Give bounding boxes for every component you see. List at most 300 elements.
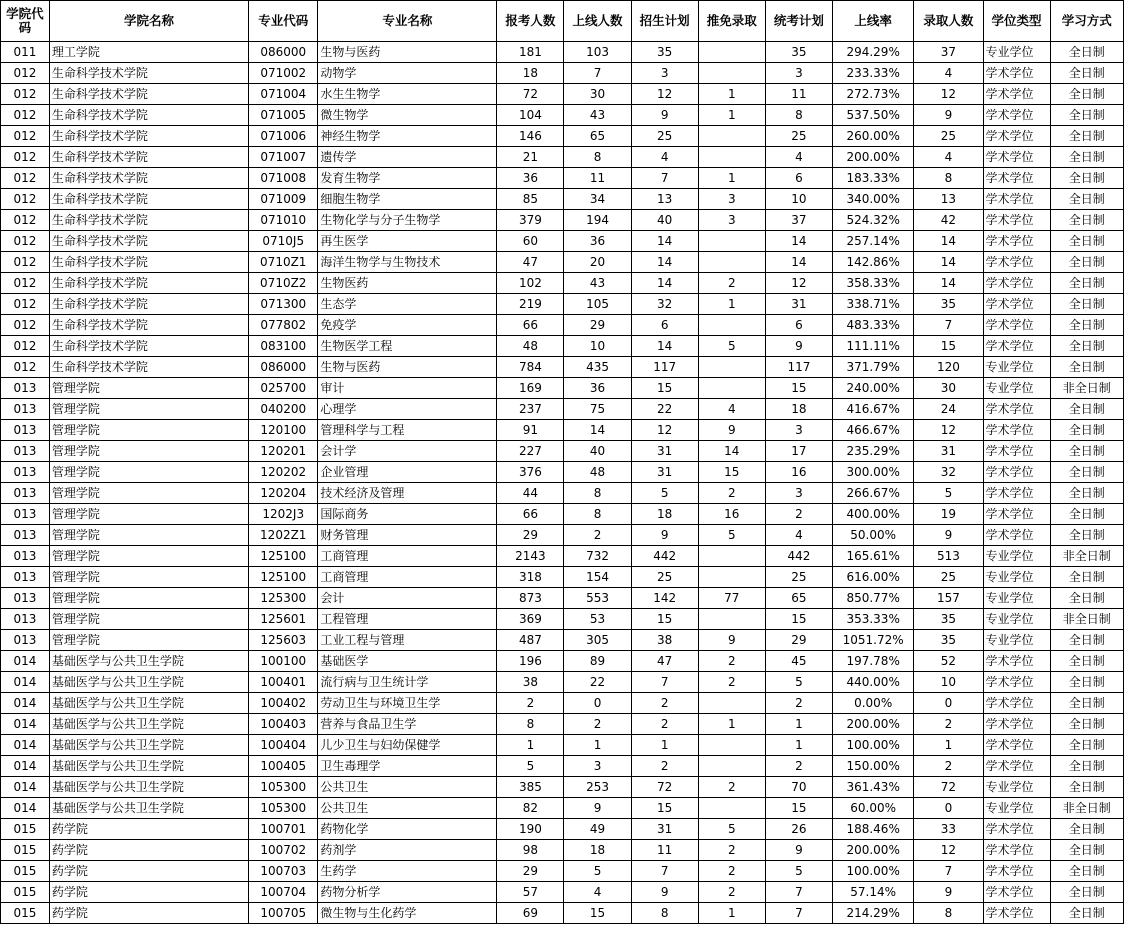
major-code-cell: 071008 — [249, 168, 318, 189]
college-name-cell: 生命科学技术学院 — [49, 189, 248, 210]
table-row — [1, 609, 1124, 630]
college-name-cell: 管理学院 — [49, 609, 248, 630]
admitted-cell: 10 — [914, 672, 983, 693]
college-code-cell: 014 — [1, 756, 50, 777]
degree-type-cell: 专业学位 — [983, 588, 1050, 609]
passed-cell: 2 — [564, 714, 631, 735]
degree-type-cell: 学术学位 — [983, 231, 1050, 252]
enrollment-plan-cell: 11 — [631, 840, 698, 861]
college-name-cell: 药学院 — [49, 903, 248, 924]
applicants-cell: 91 — [497, 420, 564, 441]
degree-type-cell: 学术学位 — [983, 693, 1050, 714]
recommended-cell — [698, 735, 765, 756]
applicants-cell: 1 — [497, 735, 564, 756]
major-name-cell: 发育生物学 — [318, 168, 497, 189]
degree-type-cell: 学术学位 — [983, 735, 1050, 756]
pass-rate-cell: 266.67% — [832, 483, 913, 504]
college-code-cell: 012 — [1, 63, 50, 84]
enrollment-plan-cell: 9 — [631, 882, 698, 903]
college-code-cell: 012 — [1, 168, 50, 189]
applicants-cell: 487 — [497, 630, 564, 651]
applicants-cell: 237 — [497, 399, 564, 420]
admitted-cell: 24 — [914, 399, 983, 420]
study-mode-cell: 非全日制 — [1050, 378, 1123, 399]
study-mode-cell: 全日制 — [1050, 399, 1123, 420]
college-code-cell: 012 — [1, 126, 50, 147]
table-row — [1, 819, 1124, 840]
college-code-cell: 015 — [1, 861, 50, 882]
major-code-cell: 086000 — [249, 42, 318, 63]
admitted-cell: 9 — [914, 525, 983, 546]
enrollment-plan-cell: 7 — [631, 672, 698, 693]
college-name-header: 学院名称 — [49, 1, 248, 42]
passed-cell: 435 — [564, 357, 631, 378]
pass-rate-cell: 400.00% — [832, 504, 913, 525]
major-name-cell: 审计 — [318, 378, 497, 399]
pass-rate-cell: 200.00% — [832, 714, 913, 735]
major-name-cell: 生态学 — [318, 294, 497, 315]
table-row — [1, 546, 1124, 567]
exam-plan-cell: 15 — [765, 609, 832, 630]
admitted-cell: 42 — [914, 210, 983, 231]
applicants-cell: 181 — [497, 42, 564, 63]
study-mode-cell: 全日制 — [1050, 147, 1123, 168]
college-name-cell: 生命科学技术学院 — [49, 84, 248, 105]
admitted-cell: 35 — [914, 609, 983, 630]
college-code-cell: 012 — [1, 105, 50, 126]
enrollment-plan-cell: 18 — [631, 504, 698, 525]
degree-type-cell: 专业学位 — [983, 630, 1050, 651]
major-name-cell: 会计学 — [318, 441, 497, 462]
admitted-cell: 1 — [914, 735, 983, 756]
pass-rate-cell: 233.33% — [832, 63, 913, 84]
pass-rate-cell: 50.00% — [832, 525, 913, 546]
enrollment-plan-cell: 9 — [631, 525, 698, 546]
major-name-cell: 微生物与生化药学 — [318, 903, 497, 924]
major-name-cell: 公共卫生 — [318, 777, 497, 798]
college-code-cell: 013 — [1, 420, 50, 441]
degree-type-cell: 学术学位 — [983, 399, 1050, 420]
pass-rate-cell: 100.00% — [832, 735, 913, 756]
header-row — [1, 1, 1124, 42]
college-name-cell: 管理学院 — [49, 588, 248, 609]
admitted-cell: 32 — [914, 462, 983, 483]
exam-plan-cell: 442 — [765, 546, 832, 567]
admitted-cell: 12 — [914, 840, 983, 861]
degree-type-cell: 学术学位 — [983, 840, 1050, 861]
college-code-cell: 013 — [1, 609, 50, 630]
exam-plan-cell: 25 — [765, 126, 832, 147]
recommended-cell: 16 — [698, 504, 765, 525]
major-code-cell: 071004 — [249, 84, 318, 105]
recommended-cell — [698, 252, 765, 273]
applicants-cell: 2 — [497, 693, 564, 714]
recommended-cell: 77 — [698, 588, 765, 609]
pass-rate-cell: 214.29% — [832, 903, 913, 924]
exam-plan-cell: 15 — [765, 798, 832, 819]
exam-plan-cell: 37 — [765, 210, 832, 231]
passed-cell: 34 — [564, 189, 631, 210]
degree-type-header: 学位类型 — [983, 1, 1050, 42]
college-name-cell: 基础医学与公共卫生学院 — [49, 651, 248, 672]
college-code-cell: 012 — [1, 336, 50, 357]
major-code-cell: 071009 — [249, 189, 318, 210]
recommended-cell: 1 — [698, 903, 765, 924]
recommended-cell: 2 — [698, 651, 765, 672]
recommended-cell — [698, 42, 765, 63]
pass-rate-cell: 150.00% — [832, 756, 913, 777]
exam-plan-cell: 18 — [765, 399, 832, 420]
pass-rate-cell: 165.61% — [832, 546, 913, 567]
major-code-cell: 0710Z2 — [249, 273, 318, 294]
admitted-cell: 12 — [914, 420, 983, 441]
major-name-cell: 工商管理 — [318, 567, 497, 588]
degree-type-cell: 学术学位 — [983, 126, 1050, 147]
exam-plan-cell: 45 — [765, 651, 832, 672]
college-name-cell: 理工学院 — [49, 42, 248, 63]
recommended-cell: 5 — [698, 819, 765, 840]
table-row — [1, 294, 1124, 315]
pass-rate-cell: 235.29% — [832, 441, 913, 462]
table-row — [1, 588, 1124, 609]
recommended-cell: 9 — [698, 630, 765, 651]
college-code-cell: 012 — [1, 315, 50, 336]
degree-type-cell: 学术学位 — [983, 315, 1050, 336]
admitted-cell: 9 — [914, 105, 983, 126]
applicants-cell: 227 — [497, 441, 564, 462]
degree-type-cell: 学术学位 — [983, 84, 1050, 105]
major-name-cell: 工业工程与管理 — [318, 630, 497, 651]
study-mode-cell: 全日制 — [1050, 525, 1123, 546]
table-row — [1, 336, 1124, 357]
major-name-cell: 生物化学与分子生物学 — [318, 210, 497, 231]
college-code-cell: 012 — [1, 252, 50, 273]
applicants-cell: 85 — [497, 189, 564, 210]
college-name-cell: 管理学院 — [49, 378, 248, 399]
passed-cell: 8 — [564, 504, 631, 525]
exam-plan-cell: 3 — [765, 483, 832, 504]
recommended-cell — [698, 315, 765, 336]
pass-rate-cell: 142.86% — [832, 252, 913, 273]
passed-cell: 7 — [564, 63, 631, 84]
major-code-cell: 120201 — [249, 441, 318, 462]
major-code-cell: 100702 — [249, 840, 318, 861]
major-name-cell: 再生医学 — [318, 231, 497, 252]
applicants-cell: 369 — [497, 609, 564, 630]
degree-type-cell: 专业学位 — [983, 567, 1050, 588]
recommended-cell: 2 — [698, 672, 765, 693]
degree-type-cell: 学术学位 — [983, 462, 1050, 483]
table-row — [1, 504, 1124, 525]
passed-cell: 30 — [564, 84, 631, 105]
enrollment-plan-cell: 117 — [631, 357, 698, 378]
applicants-cell: 29 — [497, 861, 564, 882]
table-row — [1, 840, 1124, 861]
major-name-cell: 营养与食品卫生学 — [318, 714, 497, 735]
degree-type-cell: 专业学位 — [983, 378, 1050, 399]
admitted-cell: 2 — [914, 714, 983, 735]
major-name-cell: 管理科学与工程 — [318, 420, 497, 441]
college-name-cell: 基础医学与公共卫生学院 — [49, 714, 248, 735]
major-name-cell: 动物学 — [318, 63, 497, 84]
college-code-cell: 012 — [1, 357, 50, 378]
college-code-cell: 015 — [1, 840, 50, 861]
recommended-cell: 2 — [698, 861, 765, 882]
exam-plan-cell: 2 — [765, 756, 832, 777]
recommended-header: 推免录取 — [698, 1, 765, 42]
passed-cell: 194 — [564, 210, 631, 231]
major-code-cell: 1202Z1 — [249, 525, 318, 546]
pass-rate-cell: 257.14% — [832, 231, 913, 252]
recommended-cell: 1 — [698, 294, 765, 315]
degree-type-cell: 学术学位 — [983, 189, 1050, 210]
passed-cell: 48 — [564, 462, 631, 483]
pass-rate-cell: 200.00% — [832, 840, 913, 861]
pass-rate-cell: 416.67% — [832, 399, 913, 420]
pass-rate-cell: 260.00% — [832, 126, 913, 147]
admitted-cell: 15 — [914, 336, 983, 357]
admitted-cell: 30 — [914, 378, 983, 399]
admitted-cell: 12 — [914, 84, 983, 105]
passed-cell: 8 — [564, 483, 631, 504]
exam-plan-cell: 3 — [765, 420, 832, 441]
major-code-cell: 071010 — [249, 210, 318, 231]
major-code-cell: 071007 — [249, 147, 318, 168]
admitted-cell: 157 — [914, 588, 983, 609]
exam-plan-cell: 5 — [765, 672, 832, 693]
exam-plan-cell: 14 — [765, 231, 832, 252]
exam-plan-cell: 117 — [765, 357, 832, 378]
table-row — [1, 357, 1124, 378]
major-name-cell: 财务管理 — [318, 525, 497, 546]
exam-plan-cell: 31 — [765, 294, 832, 315]
degree-type-cell: 专业学位 — [983, 42, 1050, 63]
study-mode-header: 学习方式 — [1050, 1, 1123, 42]
passed-cell: 75 — [564, 399, 631, 420]
major-name-cell: 企业管理 — [318, 462, 497, 483]
major-code-cell: 120100 — [249, 420, 318, 441]
major-code-cell: 125100 — [249, 567, 318, 588]
pass-rate-cell: 440.00% — [832, 672, 913, 693]
table-row — [1, 672, 1124, 693]
recommended-cell: 5 — [698, 525, 765, 546]
table-row — [1, 315, 1124, 336]
applicants-cell: 36 — [497, 168, 564, 189]
study-mode-cell: 全日制 — [1050, 441, 1123, 462]
study-mode-cell: 全日制 — [1050, 231, 1123, 252]
study-mode-cell: 全日制 — [1050, 420, 1123, 441]
applicants-cell: 57 — [497, 882, 564, 903]
passed-cell: 0 — [564, 693, 631, 714]
exam-plan-cell: 11 — [765, 84, 832, 105]
college-code-cell: 014 — [1, 735, 50, 756]
recommended-cell — [698, 378, 765, 399]
recommended-cell — [698, 609, 765, 630]
study-mode-cell: 全日制 — [1050, 651, 1123, 672]
college-name-cell: 生命科学技术学院 — [49, 231, 248, 252]
college-name-cell: 生命科学技术学院 — [49, 336, 248, 357]
admitted-cell: 8 — [914, 903, 983, 924]
college-name-cell: 生命科学技术学院 — [49, 210, 248, 231]
degree-type-cell: 专业学位 — [983, 777, 1050, 798]
admitted-cell: 8 — [914, 168, 983, 189]
pass-rate-cell: 353.33% — [832, 609, 913, 630]
enrollment-plan-cell: 7 — [631, 861, 698, 882]
applicants-cell: 21 — [497, 147, 564, 168]
college-name-cell: 基础医学与公共卫生学院 — [49, 798, 248, 819]
applicants-cell: 376 — [497, 462, 564, 483]
major-name-header: 专业名称 — [318, 1, 497, 42]
pass-rate-cell: 188.46% — [832, 819, 913, 840]
college-name-cell: 管理学院 — [49, 630, 248, 651]
college-code-cell: 014 — [1, 651, 50, 672]
college-name-cell: 药学院 — [49, 861, 248, 882]
table-row — [1, 525, 1124, 546]
degree-type-cell: 学术学位 — [983, 525, 1050, 546]
admitted-cell: 4 — [914, 63, 983, 84]
pass-rate-cell: 524.32% — [832, 210, 913, 231]
major-code-cell: 071002 — [249, 63, 318, 84]
table-row — [1, 210, 1124, 231]
college-code-cell: 012 — [1, 231, 50, 252]
applicants-cell: 8 — [497, 714, 564, 735]
college-name-cell: 基础医学与公共卫生学院 — [49, 735, 248, 756]
enrollment-plan-header: 招生计划 — [631, 1, 698, 42]
enrollment-plan-cell: 12 — [631, 84, 698, 105]
degree-type-cell: 学术学位 — [983, 105, 1050, 126]
passed-cell: 4 — [564, 882, 631, 903]
enrollment-plan-cell: 25 — [631, 126, 698, 147]
applicants-cell: 104 — [497, 105, 564, 126]
college-name-cell: 生命科学技术学院 — [49, 105, 248, 126]
study-mode-cell: 全日制 — [1050, 567, 1123, 588]
study-mode-cell: 全日制 — [1050, 840, 1123, 861]
enrollment-plan-cell: 14 — [631, 252, 698, 273]
major-name-cell: 技术经济及管理 — [318, 483, 497, 504]
major-code-cell: 105300 — [249, 798, 318, 819]
recommended-cell — [698, 147, 765, 168]
applicants-cell: 29 — [497, 525, 564, 546]
college-name-cell: 生命科学技术学院 — [49, 168, 248, 189]
degree-type-cell: 学术学位 — [983, 63, 1050, 84]
exam-plan-cell: 3 — [765, 63, 832, 84]
enrollment-plan-cell: 1 — [631, 735, 698, 756]
recommended-cell: 3 — [698, 189, 765, 210]
college-name-cell: 管理学院 — [49, 441, 248, 462]
college-code-cell: 014 — [1, 714, 50, 735]
degree-type-cell: 学术学位 — [983, 273, 1050, 294]
major-code-cell: 125603 — [249, 630, 318, 651]
major-code-cell: 0710Z1 — [249, 252, 318, 273]
study-mode-cell: 全日制 — [1050, 336, 1123, 357]
major-code-cell: 083100 — [249, 336, 318, 357]
recommended-cell — [698, 567, 765, 588]
major-name-cell: 生物与医药 — [318, 42, 497, 63]
recommended-cell: 2 — [698, 840, 765, 861]
study-mode-cell: 全日制 — [1050, 252, 1123, 273]
applicants-cell: 44 — [497, 483, 564, 504]
study-mode-cell: 全日制 — [1050, 315, 1123, 336]
table-row — [1, 189, 1124, 210]
exam-plan-cell: 35 — [765, 42, 832, 63]
applicants-cell: 784 — [497, 357, 564, 378]
college-name-cell: 生命科学技术学院 — [49, 147, 248, 168]
major-code-cell: 125601 — [249, 609, 318, 630]
pass-rate-cell: 371.79% — [832, 357, 913, 378]
pass-rate-cell: 100.00% — [832, 861, 913, 882]
college-code-cell: 014 — [1, 798, 50, 819]
major-code-cell: 100704 — [249, 882, 318, 903]
table-row — [1, 693, 1124, 714]
admitted-cell: 0 — [914, 693, 983, 714]
recommended-cell — [698, 546, 765, 567]
table-body — [1, 42, 1124, 924]
passed-cell: 53 — [564, 609, 631, 630]
degree-type-cell: 学术学位 — [983, 882, 1050, 903]
pass-rate-cell: 197.78% — [832, 651, 913, 672]
degree-type-cell: 学术学位 — [983, 651, 1050, 672]
college-code-cell: 013 — [1, 525, 50, 546]
college-name-cell: 生命科学技术学院 — [49, 357, 248, 378]
enrollment-plan-cell: 142 — [631, 588, 698, 609]
passed-cell: 105 — [564, 294, 631, 315]
exam-plan-cell: 2 — [765, 504, 832, 525]
applicants-cell: 5 — [497, 756, 564, 777]
degree-type-cell: 学术学位 — [983, 756, 1050, 777]
college-name-cell: 生命科学技术学院 — [49, 315, 248, 336]
recommended-cell: 1 — [698, 714, 765, 735]
major-name-cell: 工商管理 — [318, 546, 497, 567]
passed-cell: 8 — [564, 147, 631, 168]
passed-cell: 103 — [564, 42, 631, 63]
exam-plan-cell: 9 — [765, 336, 832, 357]
college-name-cell: 药学院 — [49, 819, 248, 840]
table-row — [1, 756, 1124, 777]
college-code-cell: 011 — [1, 42, 50, 63]
exam-plan-cell: 4 — [765, 525, 832, 546]
recommended-cell — [698, 63, 765, 84]
recommended-cell: 4 — [698, 399, 765, 420]
pass-rate-cell: 466.67% — [832, 420, 913, 441]
major-code-cell: 100705 — [249, 903, 318, 924]
admitted-cell: 52 — [914, 651, 983, 672]
passed-cell: 49 — [564, 819, 631, 840]
applicants-cell: 385 — [497, 777, 564, 798]
recommended-cell: 1 — [698, 84, 765, 105]
recommended-cell: 9 — [698, 420, 765, 441]
major-code-cell: 100701 — [249, 819, 318, 840]
pass-rate-cell: 183.33% — [832, 168, 913, 189]
major-name-cell: 微生物学 — [318, 105, 497, 126]
study-mode-cell: 全日制 — [1050, 903, 1123, 924]
recommended-cell: 14 — [698, 441, 765, 462]
college-code-cell: 013 — [1, 462, 50, 483]
passed-cell: 3 — [564, 756, 631, 777]
study-mode-cell: 全日制 — [1050, 189, 1123, 210]
college-code-cell: 015 — [1, 819, 50, 840]
college-name-cell: 药学院 — [49, 882, 248, 903]
major-code-cell: 105300 — [249, 777, 318, 798]
college-name-cell: 基础医学与公共卫生学院 — [49, 693, 248, 714]
study-mode-cell: 全日制 — [1050, 693, 1123, 714]
major-name-cell: 儿少卫生与妇幼保健学 — [318, 735, 497, 756]
major-code-header: 专业代码 — [249, 1, 318, 42]
admitted-cell: 37 — [914, 42, 983, 63]
exam-plan-cell: 10 — [765, 189, 832, 210]
pass-rate-cell: 537.50% — [832, 105, 913, 126]
enrollment-plan-cell: 5 — [631, 483, 698, 504]
major-name-cell: 生物医药 — [318, 273, 497, 294]
